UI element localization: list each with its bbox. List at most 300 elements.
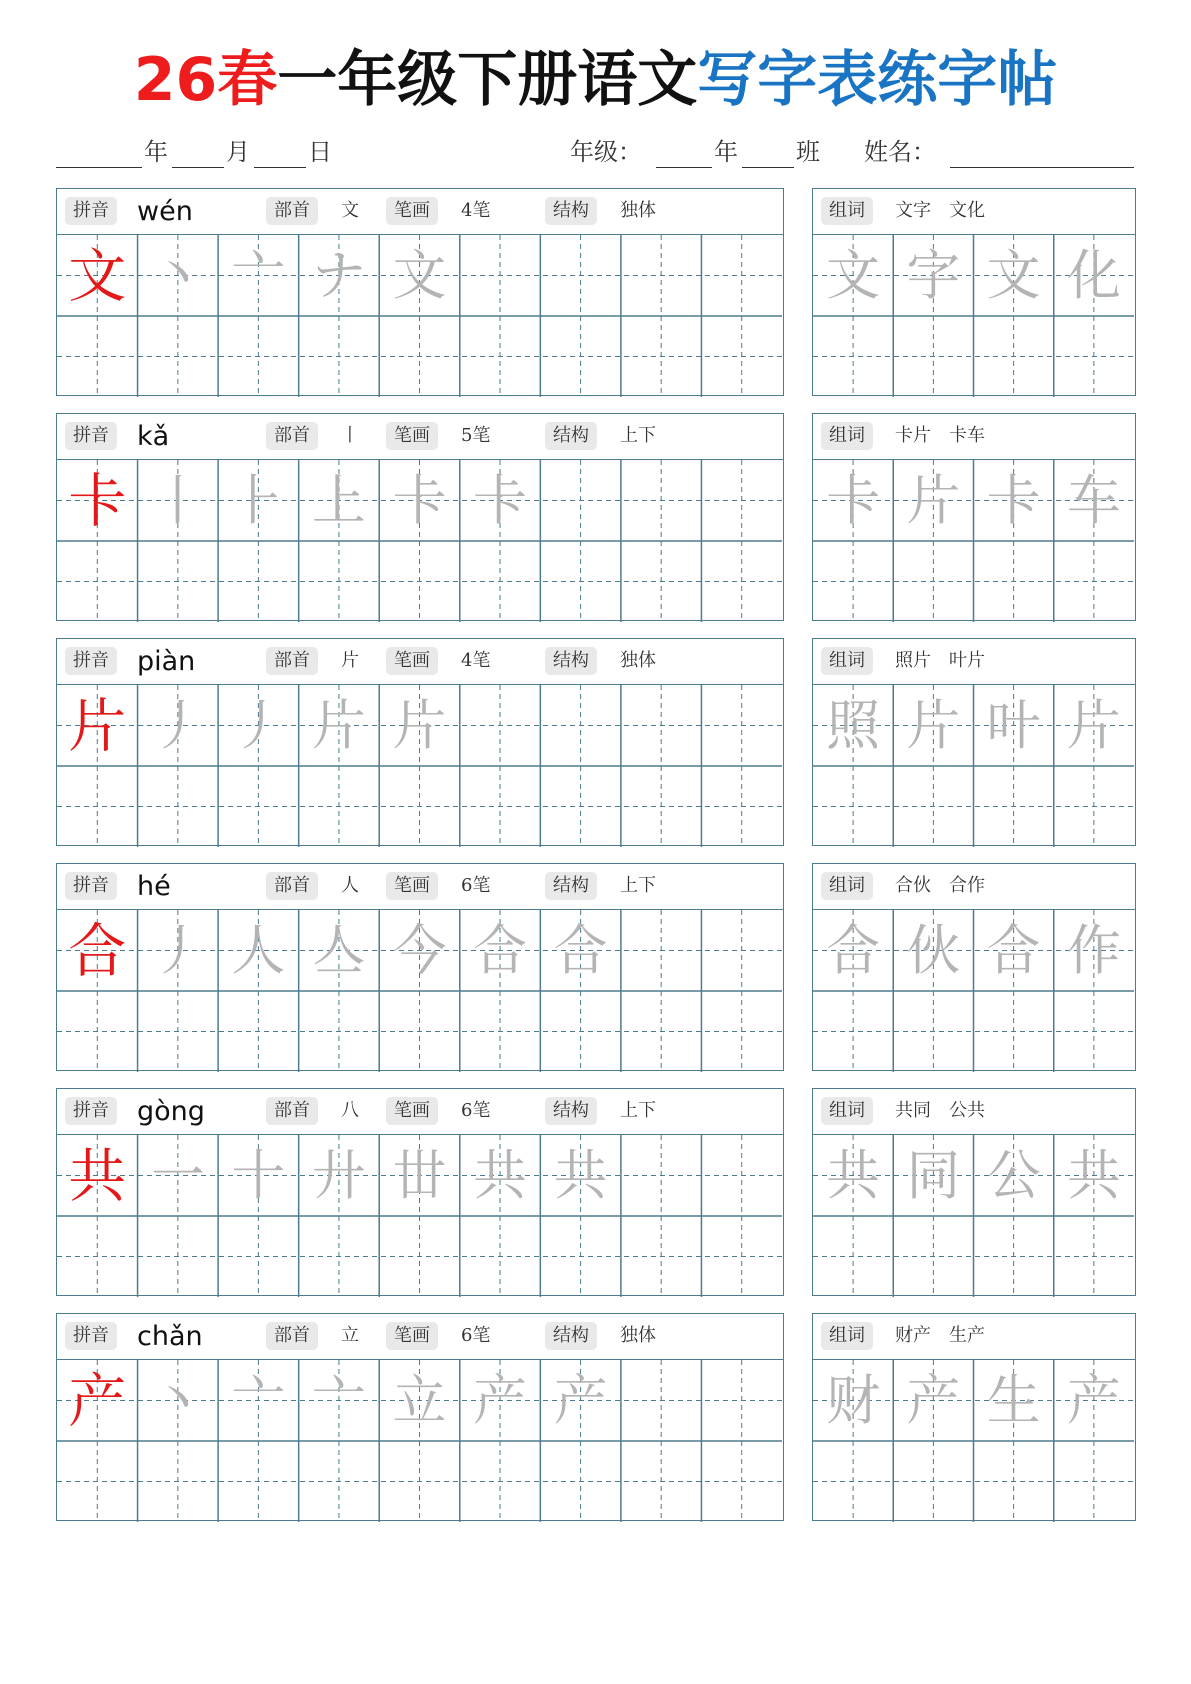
- class-blank[interactable]: [742, 167, 794, 168]
- stroke-order-cell: [299, 1135, 380, 1216]
- blank-practice-cell[interactable]: [1054, 316, 1134, 397]
- blank-practice-cell[interactable]: [218, 766, 299, 847]
- blank-practice-cell[interactable]: [974, 316, 1054, 397]
- blank-practice-cell[interactable]: [460, 1216, 541, 1297]
- blank-practice-cell[interactable]: [138, 1216, 219, 1297]
- structure-value: 上下: [620, 1100, 656, 1121]
- stroke-order-glyph: 廾: [311, 1144, 366, 1207]
- blank-practice-cell[interactable]: [621, 1135, 702, 1216]
- strokes-value: 4笔: [461, 650, 491, 671]
- blank-practice-cell[interactable]: [1054, 541, 1134, 622]
- date-name-line: [56, 134, 1136, 174]
- word-trace-glyph: 共: [826, 1144, 881, 1207]
- word-trace-cell: [813, 910, 893, 991]
- word-trace-glyph: 产: [906, 1369, 961, 1432]
- word-info-header: [813, 1314, 1135, 1360]
- stroke-order-cell: [540, 910, 621, 991]
- radical-tag: 部首: [266, 1322, 318, 1350]
- stroke-order-glyph: 丨: [150, 469, 205, 532]
- stroke-order-glyph: 立: [392, 1369, 447, 1432]
- word-trace-cell: [893, 685, 973, 766]
- word-trace-cell: [1054, 460, 1134, 541]
- stroke-order-cell: [218, 1360, 299, 1441]
- word-trace-glyph: 化: [1066, 244, 1121, 307]
- strokes-tag: 笔画: [386, 1097, 438, 1125]
- stroke-order-glyph: 片: [311, 694, 366, 757]
- radical-tag: 部首: [266, 1097, 318, 1125]
- blank-practice-cell[interactable]: [1054, 1441, 1134, 1522]
- stroke-order-cell: [460, 1360, 541, 1441]
- blank-practice-cell[interactable]: [379, 541, 460, 622]
- blank-practice-cell[interactable]: [893, 991, 973, 1072]
- pinyin-tag: 拼音: [65, 1322, 117, 1350]
- blank-practice-cell[interactable]: [701, 685, 782, 766]
- stroke-order-glyph: 丶: [150, 244, 205, 307]
- main-character: 片: [68, 692, 127, 760]
- blank-practice-cell[interactable]: [540, 1216, 621, 1297]
- word-trace-glyph: 卡: [826, 469, 881, 532]
- structure-tag: 结构: [545, 422, 597, 450]
- blank-practice-cell[interactable]: [460, 991, 541, 1072]
- blank-practice-cell[interactable]: [57, 316, 138, 397]
- blank-practice-cell[interactable]: [974, 766, 1054, 847]
- blank-practice-cell[interactable]: [540, 316, 621, 397]
- blank-practice-cell[interactable]: [621, 766, 702, 847]
- word-trace-cell: [893, 235, 973, 316]
- title-red-part: 26春: [133, 45, 278, 115]
- strokes-value: 4笔: [461, 200, 491, 221]
- main-char-cell: [57, 685, 138, 766]
- structure-value: 独体: [620, 200, 656, 221]
- radical-tag: 部首: [266, 197, 318, 225]
- blank-practice-cell[interactable]: [57, 1216, 138, 1297]
- blank-practice-cell[interactable]: [218, 991, 299, 1072]
- strokes-value: 6笔: [461, 1325, 491, 1346]
- day-blank[interactable]: [254, 167, 306, 168]
- radical-tag: 部首: [266, 422, 318, 450]
- blank-practice-cell[interactable]: [621, 685, 702, 766]
- blank-practice-cell[interactable]: [299, 1441, 380, 1522]
- worksheet-title: [0, 44, 1191, 116]
- stroke-order-cell: [218, 910, 299, 991]
- blank-practice-cell[interactable]: [138, 991, 219, 1072]
- blank-practice-cell[interactable]: [540, 235, 621, 316]
- structure-value: 上下: [620, 425, 656, 446]
- structure-value: 上下: [620, 875, 656, 896]
- blank-practice-cell[interactable]: [621, 910, 702, 991]
- blank-practice-cell[interactable]: [701, 460, 782, 541]
- blank-practice-cell[interactable]: [540, 766, 621, 847]
- main-character: 卡: [68, 467, 127, 535]
- words-value: 合伙 合作: [895, 875, 985, 896]
- radical-value: 人: [341, 875, 359, 896]
- pinyin-tag: 拼音: [65, 422, 117, 450]
- structure-value: 独体: [620, 1325, 656, 1346]
- word-info-header: [813, 864, 1135, 910]
- pinyin-value: kǎ: [137, 421, 170, 452]
- structure-tag: 结构: [545, 1097, 597, 1125]
- word-trace-glyph: 公: [986, 1144, 1041, 1207]
- stroke-order-glyph: 亼: [311, 919, 366, 982]
- blank-practice-cell[interactable]: [299, 1216, 380, 1297]
- blank-practice-cell[interactable]: [540, 685, 621, 766]
- stroke-order-glyph: 文: [392, 244, 447, 307]
- word-trace-glyph: 片: [1066, 694, 1121, 757]
- stroke-order-glyph: 一: [150, 1144, 205, 1207]
- stroke-order-cell: [138, 460, 219, 541]
- char-practice-panel: [56, 1313, 784, 1521]
- main-character: 合: [68, 917, 127, 985]
- word-trace-glyph: 同: [906, 1144, 961, 1207]
- strokes-value: 6笔: [461, 1100, 491, 1121]
- blank-practice-cell[interactable]: [299, 991, 380, 1072]
- word-trace-glyph: 片: [906, 694, 961, 757]
- stroke-order-glyph: 共: [473, 1144, 528, 1207]
- char-practice-panel: [56, 638, 784, 846]
- words-value: 共同 公共: [895, 1100, 985, 1121]
- blank-practice-cell[interactable]: [299, 766, 380, 847]
- stroke-order-glyph: 丿: [150, 919, 205, 982]
- blank-practice-cell[interactable]: [218, 1441, 299, 1522]
- blank-practice-cell[interactable]: [138, 316, 219, 397]
- stroke-order-cell: [379, 910, 460, 991]
- stroke-order-glyph: 片: [392, 694, 447, 757]
- stroke-order-cell: [540, 1135, 621, 1216]
- structure-tag: 结构: [545, 872, 597, 900]
- word-info-header: [813, 414, 1135, 460]
- char-practice-panel: [56, 188, 784, 396]
- blank-practice-cell[interactable]: [540, 460, 621, 541]
- stroke-order-cell: [460, 460, 541, 541]
- word-trace-cell: [974, 910, 1054, 991]
- words-value: 卡片 卡车: [895, 425, 985, 446]
- month-blank[interactable]: [172, 167, 224, 168]
- blank-practice-cell[interactable]: [138, 1441, 219, 1522]
- word-trace-glyph: 生: [986, 1369, 1041, 1432]
- name-label: 姓名：: [864, 138, 936, 166]
- stroke-order-cell: [138, 235, 219, 316]
- pinyin-tag: 拼音: [65, 197, 117, 225]
- blank-practice-cell[interactable]: [701, 1441, 782, 1522]
- blank-practice-cell[interactable]: [299, 316, 380, 397]
- grade-label: 年级：: [570, 138, 642, 166]
- title-blue-part: 写字表练字帖: [697, 45, 1058, 115]
- word-trace-glyph: 卡: [986, 469, 1041, 532]
- word-trace-glyph: 合: [826, 919, 881, 982]
- word-trace-cell: [813, 235, 893, 316]
- char-info-header: [57, 639, 783, 685]
- blank-practice-cell[interactable]: [813, 1441, 893, 1522]
- word-practice-panel: [812, 638, 1136, 846]
- pinyin-tag: 拼音: [65, 872, 117, 900]
- words-value: 财产 生产: [895, 1325, 985, 1346]
- words-tag: 组词: [821, 647, 873, 675]
- blank-practice-cell[interactable]: [57, 991, 138, 1072]
- stroke-order-cell: [379, 460, 460, 541]
- word-trace-cell: [1054, 910, 1134, 991]
- blank-practice-cell[interactable]: [1054, 1216, 1134, 1297]
- blank-practice-cell[interactable]: [621, 991, 702, 1072]
- blank-practice-cell[interactable]: [379, 991, 460, 1072]
- word-practice-panel: [812, 188, 1136, 396]
- char-info-header: [57, 1314, 783, 1360]
- word-trace-glyph: 共: [1066, 1144, 1121, 1207]
- stroke-order-glyph: 丿: [150, 694, 205, 757]
- radical-value: 文: [341, 200, 359, 221]
- blank-practice-cell[interactable]: [379, 766, 460, 847]
- words-tag: 组词: [821, 872, 873, 900]
- word-trace-cell: [893, 460, 973, 541]
- day-label: 日: [308, 138, 332, 166]
- blank-practice-cell[interactable]: [974, 991, 1054, 1072]
- word-trace-cell: [813, 460, 893, 541]
- blank-practice-cell[interactable]: [893, 541, 973, 622]
- blank-practice-cell[interactable]: [974, 1441, 1054, 1522]
- blank-practice-cell[interactable]: [701, 541, 782, 622]
- word-practice-panel: [812, 863, 1136, 1071]
- blank-practice-cell[interactable]: [621, 235, 702, 316]
- word-trace-cell: [974, 460, 1054, 541]
- words-value: 照片 叶片: [895, 650, 985, 671]
- blank-practice-cell[interactable]: [57, 1441, 138, 1522]
- blank-practice-cell[interactable]: [974, 541, 1054, 622]
- char-practice-panel: [56, 413, 784, 621]
- word-trace-glyph: 伙: [906, 919, 961, 982]
- main-char-cell: [57, 910, 138, 991]
- blank-practice-cell[interactable]: [813, 1216, 893, 1297]
- blank-practice-cell[interactable]: [621, 316, 702, 397]
- stroke-order-glyph: 共: [553, 1144, 608, 1207]
- blank-practice-cell[interactable]: [701, 991, 782, 1072]
- blank-practice-cell[interactable]: [893, 1441, 973, 1522]
- grade-blank[interactable]: [656, 167, 712, 168]
- blank-practice-cell[interactable]: [460, 316, 541, 397]
- stroke-order-cell: [379, 1135, 460, 1216]
- stroke-order-glyph: 亠: [311, 1369, 366, 1432]
- word-trace-cell: [813, 685, 893, 766]
- strokes-tag: 笔画: [386, 872, 438, 900]
- structure-tag: 结构: [545, 647, 597, 675]
- stroke-order-cell: [299, 460, 380, 541]
- blank-practice-cell[interactable]: [701, 766, 782, 847]
- word-trace-cell: [893, 1135, 973, 1216]
- strokes-value: 5笔: [461, 425, 491, 446]
- word-trace-cell: [1054, 1360, 1134, 1441]
- word-trace-glyph: 字: [906, 244, 961, 307]
- radical-value: 八: [341, 1100, 359, 1121]
- stroke-order-glyph: 产: [473, 1369, 528, 1432]
- stroke-order-cell: [460, 1135, 541, 1216]
- year-blank[interactable]: [56, 167, 142, 168]
- title-black-part: 一年级下册语文: [277, 45, 698, 115]
- words-value: 文字 文化: [895, 200, 985, 221]
- stroke-order-glyph: 丶: [150, 1369, 205, 1432]
- stroke-order-cell: [379, 1360, 460, 1441]
- main-char-cell: [57, 460, 138, 541]
- strokes-tag: 笔画: [386, 1322, 438, 1350]
- word-trace-cell: [1054, 1135, 1134, 1216]
- char-info-header: [57, 189, 783, 235]
- structure-tag: 结构: [545, 197, 597, 225]
- blank-practice-cell[interactable]: [701, 235, 782, 316]
- word-trace-glyph: 文: [826, 244, 881, 307]
- blank-practice-cell[interactable]: [460, 1441, 541, 1522]
- word-trace-glyph: 照: [826, 694, 881, 757]
- stroke-order-glyph: 合: [473, 919, 528, 982]
- blank-practice-cell[interactable]: [379, 1441, 460, 1522]
- word-trace-cell: [974, 1360, 1054, 1441]
- name-blank[interactable]: [950, 167, 1134, 168]
- stroke-order-cell: [138, 910, 219, 991]
- blank-practice-cell[interactable]: [57, 766, 138, 847]
- structure-tag: 结构: [545, 1322, 597, 1350]
- stroke-order-cell: [299, 910, 380, 991]
- blank-practice-cell[interactable]: [218, 316, 299, 397]
- blank-practice-cell[interactable]: [460, 541, 541, 622]
- char-info-header: [57, 1089, 783, 1135]
- stroke-order-cell: [299, 235, 380, 316]
- char-practice-panel: [56, 1088, 784, 1296]
- radical-value: 片: [341, 650, 359, 671]
- word-trace-glyph: 文: [986, 244, 1041, 307]
- word-trace-cell: [1054, 685, 1134, 766]
- stroke-order-glyph: 卡: [473, 469, 528, 532]
- grade-year-label: 年: [714, 138, 738, 166]
- main-character: 产: [68, 1367, 127, 1435]
- year-label: 年: [144, 138, 168, 166]
- word-trace-cell: [974, 1135, 1054, 1216]
- stroke-order-cell: [299, 685, 380, 766]
- structure-value: 独体: [620, 650, 656, 671]
- word-trace-cell: [893, 910, 973, 991]
- word-practice-panel: [812, 1313, 1136, 1521]
- blank-practice-cell[interactable]: [621, 541, 702, 622]
- stroke-order-cell: [218, 460, 299, 541]
- words-tag: 组词: [821, 1097, 873, 1125]
- word-trace-cell: [813, 1360, 893, 1441]
- stroke-order-cell: [460, 910, 541, 991]
- blank-practice-cell[interactable]: [138, 541, 219, 622]
- blank-practice-cell[interactable]: [893, 766, 973, 847]
- blank-practice-cell[interactable]: [299, 541, 380, 622]
- blank-practice-cell[interactable]: [379, 316, 460, 397]
- stroke-order-glyph: 上: [311, 469, 366, 532]
- words-tag: 组词: [821, 1322, 873, 1350]
- stroke-order-glyph: 丗: [392, 1144, 447, 1207]
- blank-practice-cell[interactable]: [813, 541, 893, 622]
- blank-practice-cell[interactable]: [701, 910, 782, 991]
- blank-practice-cell[interactable]: [379, 1216, 460, 1297]
- main-character: 共: [68, 1142, 127, 1210]
- stroke-order-cell: [218, 685, 299, 766]
- blank-practice-cell[interactable]: [893, 316, 973, 397]
- pinyin-tag: 拼音: [65, 1097, 117, 1125]
- blank-practice-cell[interactable]: [813, 766, 893, 847]
- char-info-header: [57, 414, 783, 460]
- stroke-order-cell: [218, 235, 299, 316]
- stroke-order-glyph: 今: [392, 919, 447, 982]
- main-char-cell: [57, 1135, 138, 1216]
- blank-practice-cell[interactable]: [540, 991, 621, 1072]
- main-char-cell: [57, 235, 138, 316]
- stroke-order-cell: [218, 1135, 299, 1216]
- word-trace-cell: [813, 1135, 893, 1216]
- stroke-order-cell: [299, 1360, 380, 1441]
- strokes-tag: 笔画: [386, 197, 438, 225]
- blank-practice-cell[interactable]: [540, 1441, 621, 1522]
- blank-practice-cell[interactable]: [540, 541, 621, 622]
- word-trace-glyph: 合: [986, 919, 1041, 982]
- word-trace-glyph: 财: [826, 1369, 881, 1432]
- radical-tag: 部首: [266, 872, 318, 900]
- blank-practice-cell[interactable]: [460, 235, 541, 316]
- stroke-order-glyph: 亠: [231, 244, 286, 307]
- radical-tag: 部首: [266, 647, 318, 675]
- blank-practice-cell[interactable]: [813, 991, 893, 1072]
- words-tag: 组词: [821, 422, 873, 450]
- stroke-order-glyph: 亠: [231, 1369, 286, 1432]
- main-character: 文: [68, 242, 127, 310]
- word-trace-cell: [974, 235, 1054, 316]
- blank-practice-cell[interactable]: [460, 766, 541, 847]
- blank-practice-cell[interactable]: [138, 766, 219, 847]
- stroke-order-cell: [379, 235, 460, 316]
- blank-practice-cell[interactable]: [701, 1216, 782, 1297]
- main-char-cell: [57, 1360, 138, 1441]
- word-trace-glyph: 产: [1066, 1369, 1121, 1432]
- word-trace-cell: [1054, 235, 1134, 316]
- blank-practice-cell[interactable]: [621, 1360, 702, 1441]
- word-practice-panel: [812, 413, 1136, 621]
- pinyin-value: gòng: [137, 1096, 205, 1127]
- strokes-tag: 笔画: [386, 422, 438, 450]
- blank-practice-cell[interactable]: [621, 1216, 702, 1297]
- blank-practice-cell[interactable]: [701, 1135, 782, 1216]
- blank-practice-cell[interactable]: [1054, 766, 1134, 847]
- stroke-order-glyph: 人: [231, 919, 286, 982]
- stroke-order-cell: [138, 685, 219, 766]
- blank-practice-cell[interactable]: [460, 685, 541, 766]
- stroke-order-glyph: 十: [231, 1144, 286, 1207]
- word-practice-panel: [812, 1088, 1136, 1296]
- stroke-order-cell: [138, 1360, 219, 1441]
- pinyin-value: chǎn: [137, 1321, 203, 1352]
- stroke-order-glyph: 产: [553, 1369, 608, 1432]
- blank-practice-cell[interactable]: [218, 1216, 299, 1297]
- word-info-header: [813, 1089, 1135, 1135]
- word-trace-cell: [893, 1360, 973, 1441]
- char-info-header: [57, 864, 783, 910]
- blank-practice-cell[interactable]: [701, 316, 782, 397]
- blank-practice-cell[interactable]: [974, 1216, 1054, 1297]
- words-tag: 组词: [821, 197, 873, 225]
- word-trace-glyph: 叶: [986, 694, 1041, 757]
- blank-practice-cell[interactable]: [701, 1360, 782, 1441]
- char-practice-panel: [56, 863, 784, 1071]
- blank-practice-cell[interactable]: [1054, 991, 1134, 1072]
- word-info-header: [813, 639, 1135, 685]
- blank-practice-cell[interactable]: [57, 541, 138, 622]
- blank-practice-cell[interactable]: [621, 1441, 702, 1522]
- stroke-order-cell: [540, 1360, 621, 1441]
- blank-practice-cell[interactable]: [621, 460, 702, 541]
- strokes-value: 6笔: [461, 875, 491, 896]
- blank-practice-cell[interactable]: [893, 1216, 973, 1297]
- pinyin-value: wén: [137, 196, 193, 227]
- word-trace-glyph: 片: [906, 469, 961, 532]
- blank-practice-cell[interactable]: [218, 541, 299, 622]
- blank-practice-cell[interactable]: [813, 316, 893, 397]
